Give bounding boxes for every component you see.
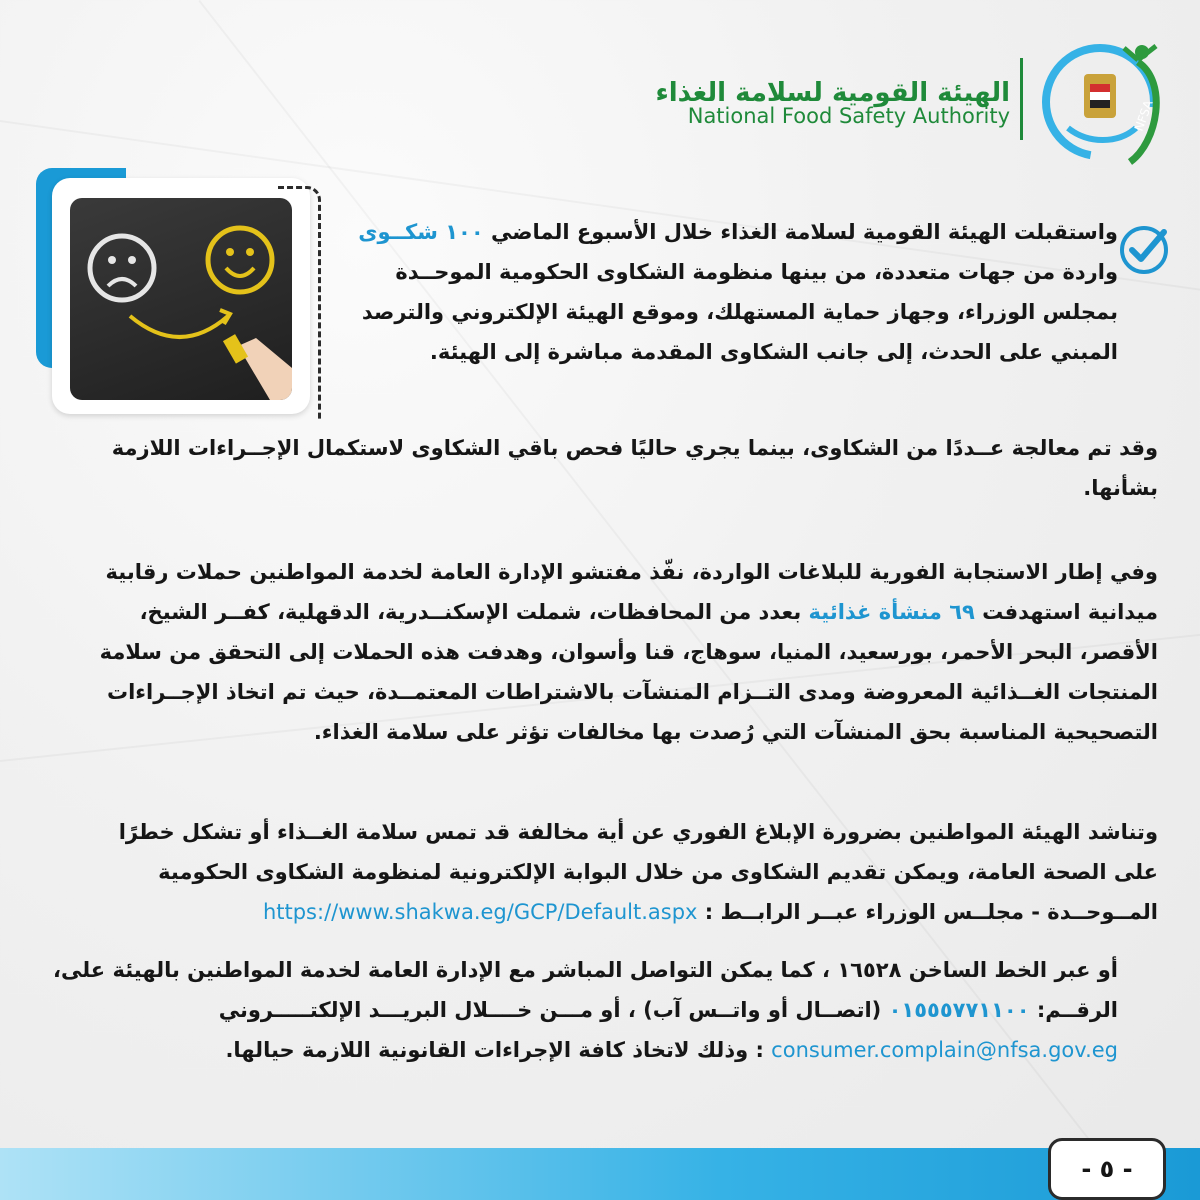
text-line: وقد تم معالجة عــددًا من الشكاوى، بينما يجري حاليًا فحص باقي الشكاوى لاستكمال الإجــراءات اللازمة <box>111 436 1158 460</box>
text-line: أو عبر الخط الساخن ١٦٥٢٨ ، كما يمكن التواصل المباشر مع الإدارة العامة لخدمة المواطنين بالهيئة على، <box>53 958 1118 982</box>
text-line: الرقــم: <box>1029 998 1118 1022</box>
text-line: بمجلس الوزراء، وجهاز حماية المستهلك، وموقع الهيئة الإلكتروني والترصد <box>361 300 1118 324</box>
happy-face-icon <box>208 228 272 292</box>
paragraph-reporting-appeal <box>40 812 1158 932</box>
smiley-chalkboard-photo <box>70 198 292 400</box>
emblem-label: NFSA <box>1131 98 1156 134</box>
facilities-count: ٦٩ منشأة غذائية <box>808 600 975 624</box>
text-line: وفي إطار الاستجابة الفورية للبلاغات الواردة، نفّذ مفتشو الإدارة العامة لخدمة المواطنين حملات رقابية <box>105 560 1158 584</box>
text-line: التصحيحية المناسبة بحق المنشآت التي رُصدت بها مخالفات تؤثر على سلامة الغذاء. <box>313 720 1158 744</box>
text-line: الأقصر، البحر الأحمر، بورسعيد، المنيا، سوهاج، قنا وأسوان، وهدفت هذه الحملات إلى التحقق من سلامة <box>99 640 1158 664</box>
text-line: المبني على الحدث، إلى جانب الشكاوى المقدمة مباشرة إلى الهيئة. <box>429 340 1118 364</box>
hand-icon <box>238 338 292 400</box>
check-circle-icon <box>1118 224 1170 276</box>
text-line: (اتصــال أو واتــس آب) ، أو مـــن خــــلال البريـــد الإلكتـــــروني <box>218 998 889 1022</box>
footer-bar <box>0 1148 1200 1200</box>
org-name-arabic: الهيئة القومية لسلامة الغذاء <box>655 78 1010 108</box>
logo-divider <box>1020 58 1023 140</box>
complaints-count: ١٠٠ شكــوى <box>358 220 484 244</box>
text-line: على الصحة العامة، ويمكن تقديم الشكاوى من خلال البوابة الإلكترونية لمنظومة الشكاوى الحكومية <box>158 860 1158 884</box>
org-name-english: National Food Safety Authority <box>687 104 1010 128</box>
text-line: وتناشد الهيئة المواطنين بضرورة الإبلاغ الفوري عن أية مخالفة قد تمس سلامة الغــذاء أو تشكل خطرًا <box>118 820 1158 844</box>
arrow-icon <box>130 316 228 337</box>
email-link[interactable]: consumer.complain@nfsa.gov.eg <box>771 1038 1118 1062</box>
shakwa-link[interactable]: https://www.shakwa.eg/GCP/Default.aspx <box>262 900 698 924</box>
page-number: - ٥ - <box>1048 1138 1166 1200</box>
text-line: المنتجات الغــذائية المعروضة ومدى التــزام المنشآت بالاشتراطات المعتمــدة، حيث تم اتخاذ الإجــراءات <box>107 680 1158 704</box>
text-line: بشأنها. <box>1083 476 1158 500</box>
text-line: ميدانية استهدفت <box>974 600 1158 624</box>
sad-face-icon <box>90 236 154 300</box>
text-line: المــوحــدة - مجلــس الوزراء عبــر الرابــط : <box>697 900 1158 924</box>
paragraph-contact-info <box>40 950 1118 1070</box>
nfsa-logo-icon <box>1038 32 1178 172</box>
text-line: بعدد من المحافظات، شملت الإسكنــدرية، الدقهلية، كفــر الشيخ، <box>139 600 809 624</box>
paragraph-inspection-campaigns <box>40 552 1158 752</box>
paragraph-complaints-received <box>318 212 1118 372</box>
paragraph-complaints-processing <box>40 428 1158 508</box>
text-line: : وذلك لاتخاذ كافة الإجراءات القانونية اللازمة حيالها. <box>225 1038 772 1062</box>
phone-number[interactable]: ٠١٥٥٥٧٧١١٠٠ <box>888 998 1030 1022</box>
text-line: واردة من جهات متعددة، من بينها منظومة الشكاوى الحكومية الموحــدة <box>395 260 1118 284</box>
text-line: واستقبلت الهيئة القومية لسلامة الغذاء خلال الأسبوع الماضي <box>483 220 1118 244</box>
